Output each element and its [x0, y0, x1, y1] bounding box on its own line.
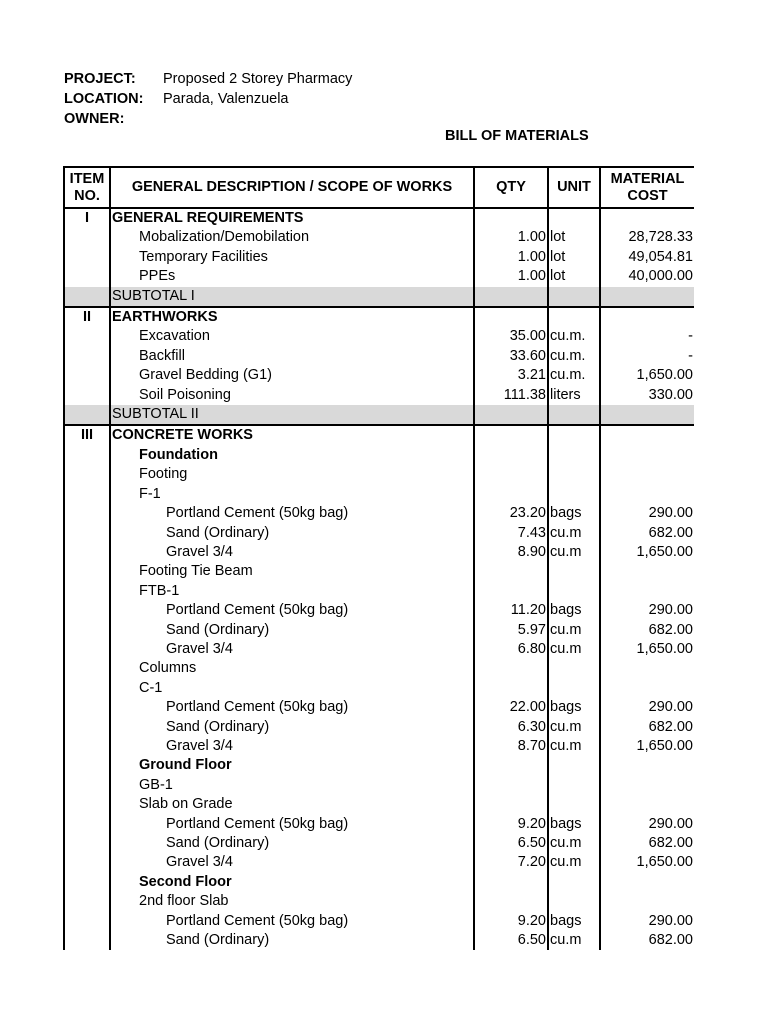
item-no-cell: [64, 504, 110, 523]
material-cost-cell: [600, 307, 694, 327]
group-heading-row: [64, 892, 694, 911]
material-cost-header: MATERIAL COST: [600, 167, 694, 208]
qty-cell: 8.70: [474, 737, 548, 756]
item-no-cell: [64, 366, 110, 385]
unit-cell: cu.m: [548, 931, 600, 950]
material-cost-cell: 49,054.81: [600, 248, 694, 267]
qty-cell: 11.20: [474, 601, 548, 620]
description-cell: F-1: [110, 485, 474, 504]
material-cost-cell: [600, 287, 694, 307]
unit-cell: [548, 756, 600, 775]
table-row: [64, 366, 694, 385]
description-cell: Sand (Ordinary): [110, 718, 474, 737]
item-no-cell: [64, 485, 110, 504]
table-row: [64, 698, 694, 717]
item-no-cell: [64, 737, 110, 756]
item-no-cell: [64, 287, 110, 307]
group-heading-row: [64, 446, 694, 465]
subtotal-row: [64, 287, 694, 307]
description-cell: SUBTOTAL II: [110, 405, 474, 425]
unit-cell: lot: [548, 228, 600, 247]
material-cost-cell: [600, 776, 694, 795]
unit-cell: liters: [548, 386, 600, 405]
description-cell: Gravel 3/4: [110, 737, 474, 756]
description-cell: Mobalization/Demobilation: [110, 228, 474, 247]
table-row: [64, 737, 694, 756]
qty-cell: 3.21: [474, 366, 548, 385]
unit-cell: cu.m: [548, 640, 600, 659]
description-cell: Portland Cement (50kg bag): [110, 815, 474, 834]
material-cost-cell: 682.00: [600, 834, 694, 853]
group-heading-row: [64, 679, 694, 698]
unit-cell: [548, 873, 600, 892]
qty-cell: [474, 776, 548, 795]
material-cost-cell: 28,728.33: [600, 228, 694, 247]
qty-cell: 22.00: [474, 698, 548, 717]
unit-cell: [548, 405, 600, 425]
unit-cell: [548, 892, 600, 911]
item-no-cell: [64, 756, 110, 775]
item-no-cell: [64, 640, 110, 659]
description-cell: CONCRETE WORKS: [110, 425, 474, 445]
group-heading-row: [64, 659, 694, 678]
table-row: [64, 386, 694, 405]
table-row: [64, 640, 694, 659]
qty-cell: 1.00: [474, 267, 548, 286]
material-cost-cell: [600, 446, 694, 465]
qty-cell: [474, 287, 548, 307]
group-heading-row: [64, 485, 694, 504]
subtotal-row: [64, 405, 694, 425]
qty-cell: [474, 679, 548, 698]
unit-cell: [548, 795, 600, 814]
qty-cell: [474, 425, 548, 445]
bill-of-materials-table: [63, 166, 694, 950]
unit-cell: cu.m.: [548, 327, 600, 346]
unit-cell: bags: [548, 504, 600, 523]
material-cost-cell: 1,650.00: [600, 853, 694, 872]
material-cost-cell: 682.00: [600, 524, 694, 543]
item-no-cell: [64, 931, 110, 950]
table-row: [64, 931, 694, 950]
qty-cell: [474, 405, 548, 425]
table-row: [64, 815, 694, 834]
material-cost-cell: 290.00: [600, 698, 694, 717]
item-no-cell: [64, 446, 110, 465]
description-cell: Portland Cement (50kg bag): [110, 912, 474, 931]
qty-cell: [474, 485, 548, 504]
item-no-cell: [64, 562, 110, 581]
location-value: Parada, Valenzuela: [163, 91, 289, 107]
item-no-cell: [64, 327, 110, 346]
unit-cell: [548, 776, 600, 795]
item-no-cell: [64, 873, 110, 892]
description-cell: Gravel 3/4: [110, 853, 474, 872]
description-cell: 2nd floor Slab: [110, 892, 474, 911]
unit-cell: cu.m.: [548, 366, 600, 385]
item-no-cell: [64, 698, 110, 717]
item-no-cell: [64, 267, 110, 286]
unit-cell: [548, 465, 600, 484]
qty-cell: [474, 892, 548, 911]
table-row: [64, 347, 694, 366]
qty-cell: 35.00: [474, 327, 548, 346]
table-row: [64, 248, 694, 267]
description-cell: Slab on Grade: [110, 795, 474, 814]
unit-cell: [548, 679, 600, 698]
item-no-cell: I: [64, 208, 110, 228]
description-cell: Portland Cement (50kg bag): [110, 601, 474, 620]
material-cost-cell: 682.00: [600, 621, 694, 640]
qty-cell: [474, 446, 548, 465]
item-no-cell: [64, 892, 110, 911]
unit-cell: cu.m.: [548, 347, 600, 366]
qty-cell: 9.20: [474, 815, 548, 834]
item-no-cell: [64, 582, 110, 601]
description-cell: EARTHWORKS: [110, 307, 474, 327]
description-cell: Excavation: [110, 327, 474, 346]
description-cell: Soil Poisoning: [110, 386, 474, 405]
qty-cell: 5.97: [474, 621, 548, 640]
item-no-cell: [64, 601, 110, 620]
description-cell: Columns: [110, 659, 474, 678]
material-cost-cell: -: [600, 327, 694, 346]
location-row: [64, 89, 352, 109]
description-cell: C-1: [110, 679, 474, 698]
material-cost-cell: 290.00: [600, 815, 694, 834]
unit-cell: [548, 446, 600, 465]
item-no-cell: [64, 228, 110, 247]
location-label: LOCATION:: [64, 91, 144, 107]
unit-cell: [548, 425, 600, 445]
unit-cell: cu.m: [548, 737, 600, 756]
description-cell: Backfill: [110, 347, 474, 366]
qty-cell: 6.50: [474, 931, 548, 950]
material-cost-cell: [600, 425, 694, 445]
material-cost-cell: 682.00: [600, 718, 694, 737]
unit-cell: [548, 307, 600, 327]
item-no-cell: [64, 718, 110, 737]
material-cost-cell: [600, 582, 694, 601]
unit-cell: [548, 287, 600, 307]
material-cost-cell: 1,650.00: [600, 543, 694, 562]
qty-header: QTY: [474, 167, 548, 208]
material-cost-cell: [600, 892, 694, 911]
unit-cell: [548, 485, 600, 504]
material-cost-cell: 330.00: [600, 386, 694, 405]
unit-cell: bags: [548, 601, 600, 620]
material-cost-cell: -: [600, 347, 694, 366]
material-cost-cell: [600, 795, 694, 814]
description-cell: Footing: [110, 465, 474, 484]
table-row: [64, 853, 694, 872]
material-cost-cell: 290.00: [600, 504, 694, 523]
unit-cell: cu.m: [548, 621, 600, 640]
material-cost-cell: 290.00: [600, 912, 694, 931]
qty-cell: 111.38: [474, 386, 548, 405]
description-cell: Portland Cement (50kg bag): [110, 504, 474, 523]
description-cell: Gravel 3/4: [110, 543, 474, 562]
item-no-cell: [64, 659, 110, 678]
material-cost-cell: 1,650.00: [600, 737, 694, 756]
description-header: GENERAL DESCRIPTION / SCOPE OF WORKS: [110, 167, 474, 208]
unit-cell: cu.m: [548, 834, 600, 853]
item-no-cell: [64, 776, 110, 795]
owner-label: OWNER:: [64, 111, 125, 127]
unit-cell: cu.m: [548, 524, 600, 543]
item-no-cell: [64, 465, 110, 484]
owner-row: [64, 109, 352, 129]
material-cost-cell: [600, 756, 694, 775]
description-cell: Sand (Ordinary): [110, 621, 474, 640]
qty-cell: [474, 659, 548, 678]
table-row: [64, 621, 694, 640]
material-cost-cell: 1,650.00: [600, 640, 694, 659]
table-header-row: [64, 167, 694, 208]
material-cost-cell: [600, 679, 694, 698]
table-row: [64, 504, 694, 523]
qty-cell: 1.00: [474, 228, 548, 247]
item-no-cell: [64, 543, 110, 562]
qty-cell: [474, 873, 548, 892]
material-cost-cell: 1,650.00: [600, 366, 694, 385]
group-heading-row: [64, 582, 694, 601]
description-cell: Second Floor: [110, 873, 474, 892]
material-cost-cell: [600, 873, 694, 892]
item-no-cell: [64, 912, 110, 931]
material-cost-cell: [600, 405, 694, 425]
qty-cell: 23.20: [474, 504, 548, 523]
item-no-cell: [64, 853, 110, 872]
section-row: [64, 425, 694, 445]
description-cell: GB-1: [110, 776, 474, 795]
qty-cell: 7.43: [474, 524, 548, 543]
material-cost-cell: [600, 465, 694, 484]
qty-cell: 8.90: [474, 543, 548, 562]
description-cell: PPEs: [110, 267, 474, 286]
group-heading-row: [64, 465, 694, 484]
unit-cell: cu.m: [548, 718, 600, 737]
project-label: PROJECT:: [64, 71, 136, 87]
qty-cell: [474, 795, 548, 814]
table-row: [64, 228, 694, 247]
description-cell: Sand (Ordinary): [110, 524, 474, 543]
description-cell: Sand (Ordinary): [110, 834, 474, 853]
document-header: [64, 69, 352, 129]
qty-cell: 6.30: [474, 718, 548, 737]
qty-cell: 6.80: [474, 640, 548, 659]
unit-cell: [548, 562, 600, 581]
group-heading-row: [64, 776, 694, 795]
qty-cell: [474, 465, 548, 484]
section-row: [64, 307, 694, 327]
unit-cell: bags: [548, 912, 600, 931]
qty-cell: 1.00: [474, 248, 548, 267]
unit-cell: cu.m: [548, 543, 600, 562]
table-row: [64, 524, 694, 543]
item-no-cell: [64, 834, 110, 853]
description-cell: Temporary Facilities: [110, 248, 474, 267]
section-row: [64, 208, 694, 228]
item-no-cell: [64, 524, 110, 543]
item-no-cell: [64, 621, 110, 640]
qty-cell: 33.60: [474, 347, 548, 366]
description-cell: Ground Floor: [110, 756, 474, 775]
unit-header: UNIT: [548, 167, 600, 208]
item-no-cell: III: [64, 425, 110, 445]
material-cost-cell: 682.00: [600, 931, 694, 950]
material-cost-cell: [600, 659, 694, 678]
unit-cell: lot: [548, 267, 600, 286]
material-cost-cell: 40,000.00: [600, 267, 694, 286]
unit-cell: [548, 659, 600, 678]
table-body: [64, 208, 694, 950]
description-cell: Portland Cement (50kg bag): [110, 698, 474, 717]
project-row: [64, 69, 352, 89]
material-cost-cell: [600, 562, 694, 581]
description-cell: Foundation: [110, 446, 474, 465]
group-heading-row: [64, 795, 694, 814]
item-no-cell: [64, 347, 110, 366]
description-cell: FTB-1: [110, 582, 474, 601]
qty-cell: [474, 307, 548, 327]
unit-cell: bags: [548, 815, 600, 834]
qty-cell: [474, 756, 548, 775]
item-no-cell: [64, 679, 110, 698]
item-no-cell: [64, 386, 110, 405]
item-no-cell: [64, 815, 110, 834]
description-cell: Gravel 3/4: [110, 640, 474, 659]
project-value: Proposed 2 Storey Pharmacy: [163, 71, 353, 87]
description-cell: Sand (Ordinary): [110, 931, 474, 950]
table-row: [64, 601, 694, 620]
table-row: [64, 327, 694, 346]
group-heading-row: [64, 562, 694, 581]
table-row: [64, 718, 694, 737]
item-no-cell: [64, 795, 110, 814]
item-no-cell: II: [64, 307, 110, 327]
table-row: [64, 267, 694, 286]
material-cost-cell: [600, 208, 694, 228]
qty-cell: 9.20: [474, 912, 548, 931]
description-cell: Gravel Bedding (G1): [110, 366, 474, 385]
material-cost-cell: 290.00: [600, 601, 694, 620]
qty-cell: [474, 562, 548, 581]
table-row: [64, 912, 694, 931]
description-cell: Footing Tie Beam: [110, 562, 474, 581]
qty-cell: 6.50: [474, 834, 548, 853]
description-cell: GENERAL REQUIREMENTS: [110, 208, 474, 228]
qty-cell: [474, 582, 548, 601]
document-title: BILL OF MATERIALS: [445, 128, 589, 144]
item-no-cell: [64, 405, 110, 425]
item-no-header: ITEM NO.: [64, 167, 110, 208]
unit-cell: [548, 208, 600, 228]
qty-cell: 7.20: [474, 853, 548, 872]
unit-cell: [548, 582, 600, 601]
description-cell: SUBTOTAL I: [110, 287, 474, 307]
material-cost-cell: [600, 485, 694, 504]
qty-cell: [474, 208, 548, 228]
table-row: [64, 834, 694, 853]
item-no-cell: [64, 248, 110, 267]
table-row: [64, 543, 694, 562]
unit-cell: cu.m: [548, 853, 600, 872]
unit-cell: lot: [548, 248, 600, 267]
group-heading-row: [64, 873, 694, 892]
group-heading-row: [64, 756, 694, 775]
unit-cell: bags: [548, 698, 600, 717]
